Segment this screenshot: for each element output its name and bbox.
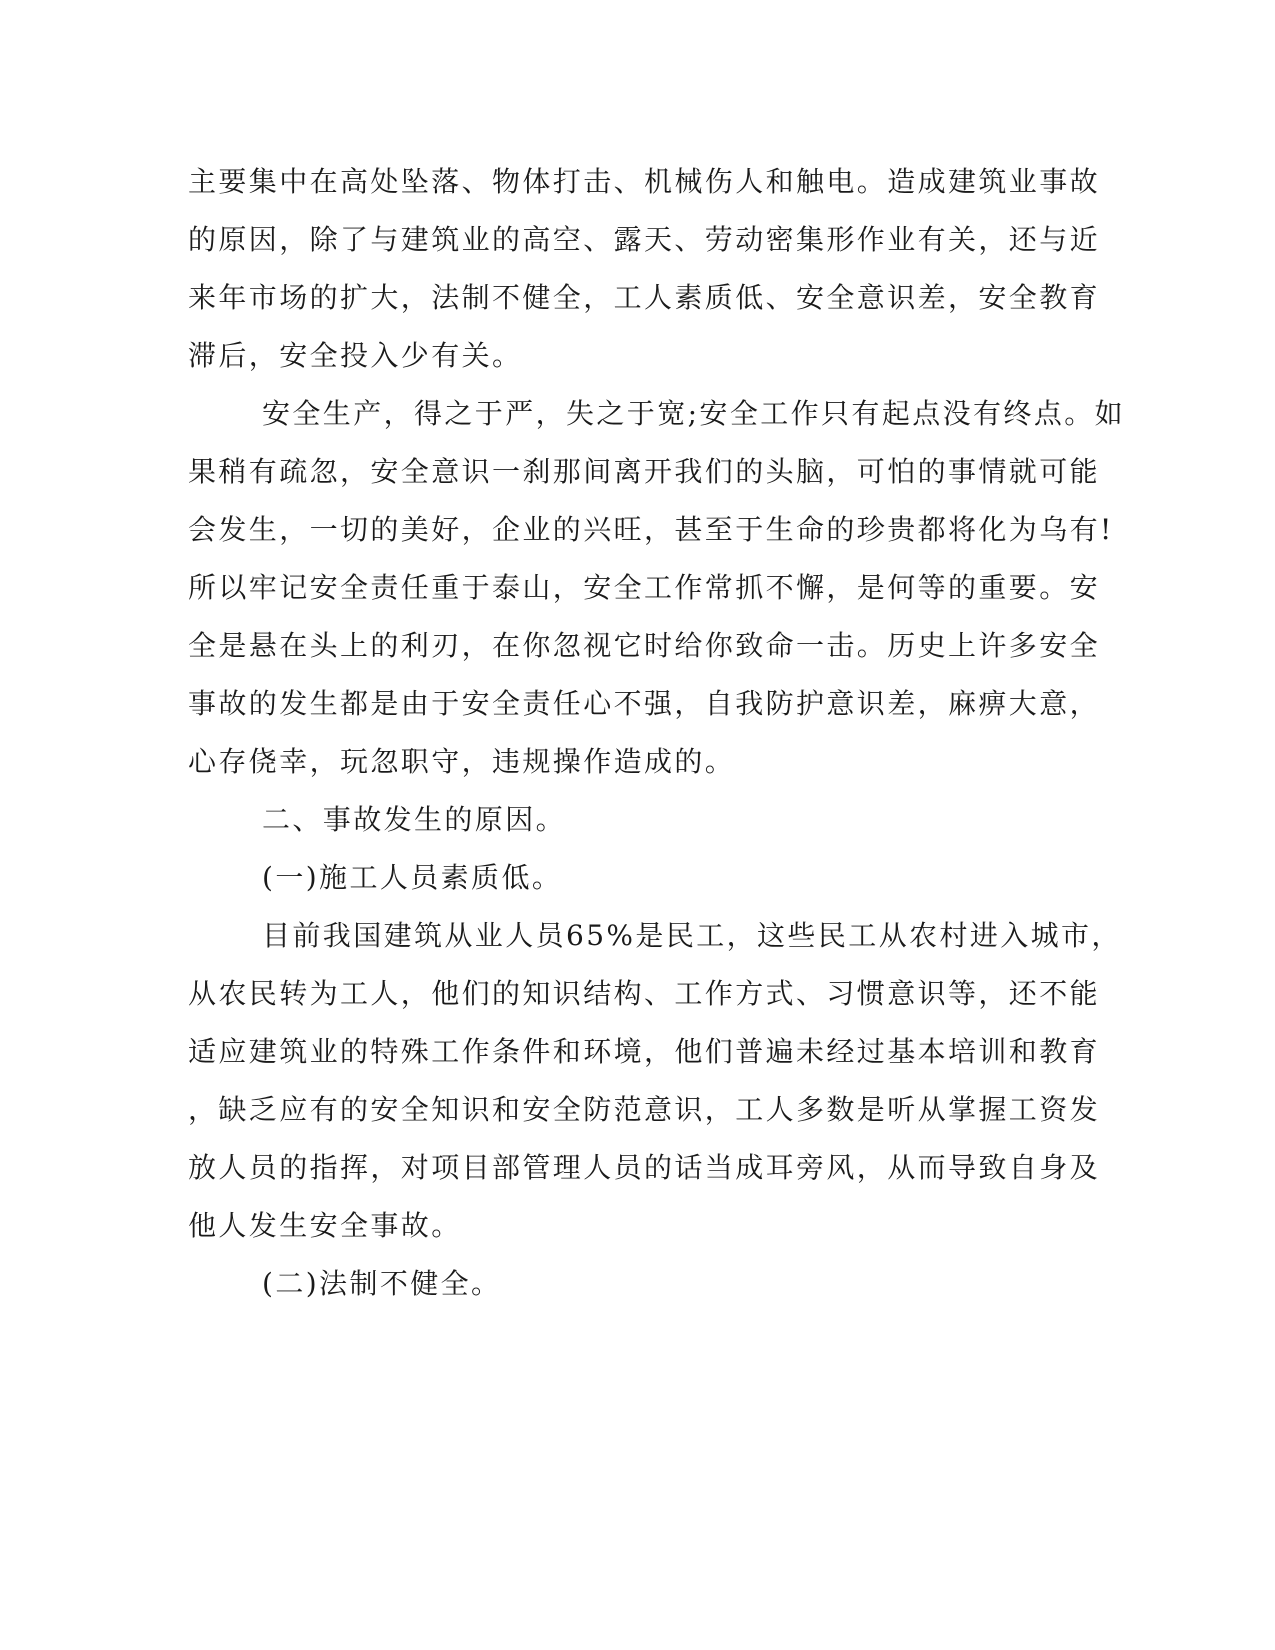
paragraph-line: 滞后，安全投入少有关。 [188, 339, 523, 372]
paragraph-line: 的原因，除了与建筑业的高空、露天、劳动密集形作业有关，还与近 [188, 223, 1101, 256]
paragraph-line: 全是悬在头上的利刃，在你忽视它时给你致命一击。历史上许多安全 [188, 629, 1101, 662]
paragraph-line: 目前我国建筑从业人员65%是民工，这些民工从农村进入城市， [262, 919, 1122, 952]
paragraph-line: 安全生产，得之于严，失之于宽;安全工作只有起点没有终点。如 [262, 397, 1126, 430]
paragraph-line: 果稍有疏忽，安全意识一刹那间离开我们的头脑，可怕的事情就可能 [188, 455, 1101, 488]
paragraph-line: 来年市场的扩大，法制不健全，工人素质低、安全意识差，安全教育 [188, 281, 1101, 314]
paragraph-line: 适应建筑业的特殊工作条件和环境，他们普遍未经过基本培训和教育 [188, 1035, 1101, 1068]
paragraph-line: 事故的发生都是由于安全责任心不强，自我防护意识差，麻痹大意， [188, 687, 1101, 720]
subsection-heading: (二)法制不健全。 [262, 1267, 502, 1300]
paragraph-line: 从农民转为工人，他们的知识结构、工作方式、习惯意识等，还不能 [188, 977, 1101, 1010]
paragraph-line: 他人发生安全事故。 [188, 1209, 462, 1242]
paragraph-line: 心存侥幸，玩忽职守，违规操作造成的。 [188, 745, 736, 778]
paragraph-line: 所以牢记安全责任重于泰山，安全工作常抓不懈，是何等的重要。安 [188, 571, 1101, 604]
section-heading: 二、事故发生的原因。 [262, 803, 567, 836]
paragraph-line: 会发生，一切的美好，企业的兴旺，甚至于生命的珍贵都将化为乌有! [188, 513, 1114, 546]
paragraph-line: 放人员的指挥，对项目部管理人员的话当成耳旁风，从而导致自身及 [188, 1151, 1101, 1184]
paragraph-line: 主要集中在高处坠落、物体打击、机械伤人和触电。造成建筑业事故 [188, 165, 1101, 198]
subsection-heading: (一)施工人员素质低。 [262, 861, 563, 894]
paragraph-line: ，缺乏应有的安全知识和安全防范意识，工人多数是听从掌握工资发 [188, 1093, 1101, 1126]
